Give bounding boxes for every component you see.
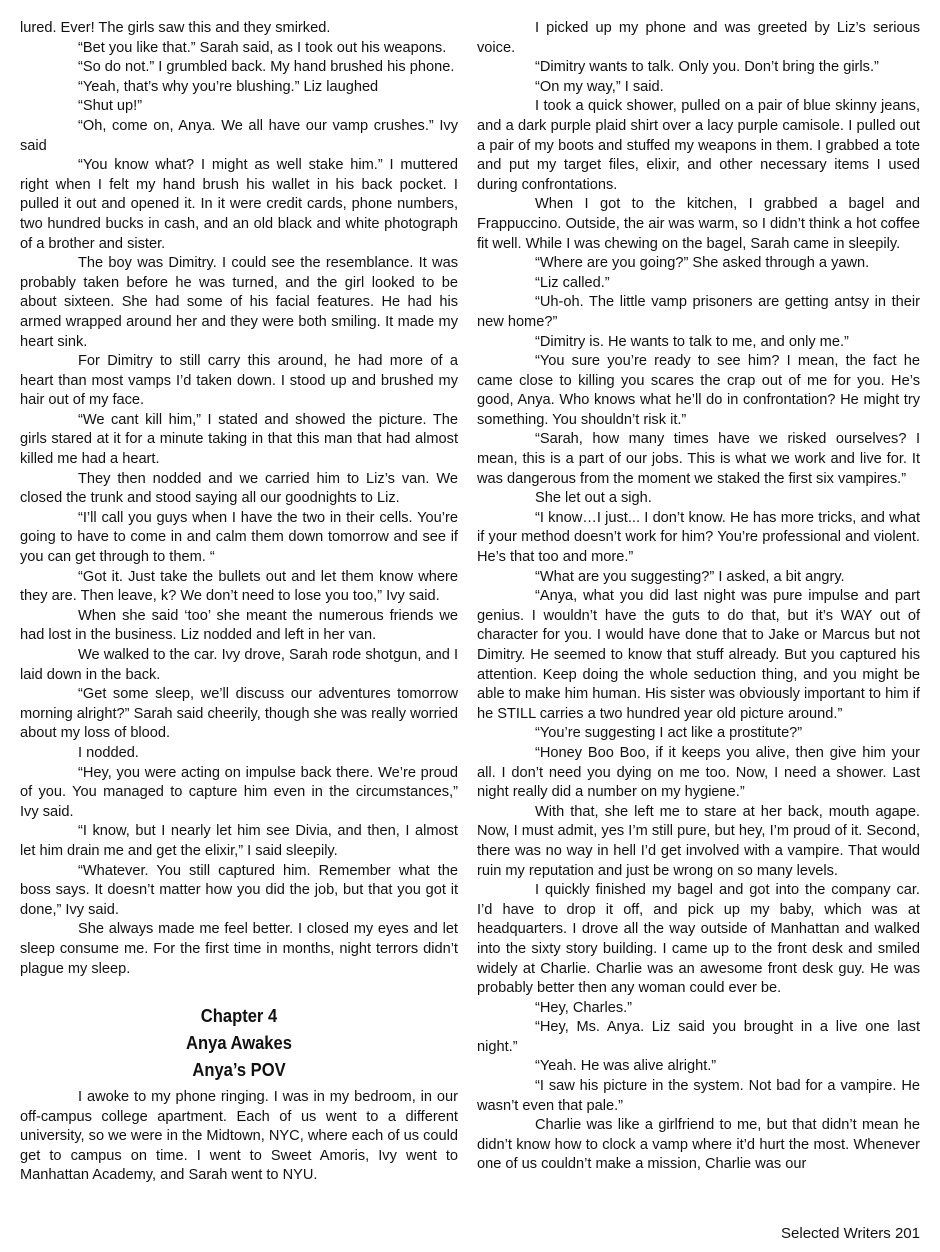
paragraph: “Uh-oh. The little vamp prisoners are getting antsy in their new home?” [477,294,920,330]
paragraph: She let out a sigh. [535,490,652,507]
paragraph: I awoke to my phone ringing. I was in my bedroom, in our off-campus college apartment. Each of us went to a different university, so we were in the Midtown, NYC, where each of us could get to campus on time. I went to Sweet Amoris, Ivy went to Manhattan Academy, and Sarah went to NYU. [20,1089,458,1184]
paragraph: “Honey Boo Boo, if it keeps you alive, then give him your all. I don’t need you dying on me too. Now, I need a shower. Last night really did a number on my hygiene.” [477,744,920,801]
paragraph: “Yeah, that’s why you’re blushing.” Liz laughed [78,78,379,95]
paragraph: “Bet you like that.” Sarah said, as I took out his weapons. [78,39,447,56]
paragraph: “Dimitry wants to talk. Only you. Don’t bring the girls.” [535,59,879,76]
right-paragraphs [477,19,920,1175]
page-footer: Selected Writers 201 [781,1225,920,1242]
chapter-title: Anya Awakes [186,1033,292,1054]
paragraph: “You know what? I might as well stake him.” I muttered right when I felt my hand brush his wallet in his back pocket. I pulled it out and opened it. In it were credit cards, phone numbers, two hundred bucks in cash, and an old black and white photograph of a brother and sister. [20,157,458,252]
paragraph: When I got to the kitchen, I grabbed a bagel and Frappuccino. Outside, the air was warm, so I didn’t think a hot coffee fit well. While I was chewing on the bagel, Sarah came in sleepily. [477,196,920,252]
paragraph: “Hey, you were acting on impulse back there. We’re proud of you. You managed to capture him even in the circumstances,” Ivy said. [20,764,458,820]
paragraph: We walked to the car. Ivy drove, Sarah rode shotgun, and I laid down in the back. [20,647,458,683]
paragraph: “What are you suggesting?” I asked, a bit angry. [535,568,845,585]
chapter-pov: Anya’s POV [192,1060,286,1081]
paragraph: “Oh, come on, Anya. We all have our vamp crushes.” Ivy said [20,117,458,154]
paragraph: When she said ‘too’ she meant the numerous friends we had lost in the business. Liz nodded and left in her van. [20,607,458,644]
paragraph: lured. Ever! The girls saw this and they smirked. [20,20,331,36]
paragraph: For Dimitry to still carry this around, he had more of a heart than most vamps I’d taken down. I stood up and brushed my hair out of my face. [20,353,458,409]
paragraph: “You sure you’re ready to see him? I mean, the fact he came close to killing you scares the crap out of me for you. He’s good, Anya. Who knows what he’ll do in confrontation? He might try something. You shouldn’t risk it.” [477,353,920,428]
paragraph: “On my way,” I said. [535,78,664,95]
paragraph: “Yeah. He was alive alright.” [535,1058,717,1075]
paragraph: I picked up my phone and was greeted by Liz’s serious voice. [477,20,920,56]
paragraph: The boy was Dimitry. I could see the resemblance. It was probably taken before he was turned, and the girl looked to be about sixteen. She had some of his facial features. He had his armed wrapped around her and they were both smiling. It made my heart sink. [20,255,458,350]
paragraph: “Dimitry is. He wants to talk to me, and only me.” [535,333,849,350]
paragraph: They then nodded and we carried him to Liz’s van. We closed the trunk and stood saying all our goodnights to Liz. [20,470,458,507]
paragraph: “Liz called.” [535,274,610,291]
paragraph: “So do not.” I grumbled back. My hand brushed his phone. [78,59,455,76]
paragraph: “Sarah, how many times have we risked ourselves? I mean, this is a part of our jobs. This is what we work and live for. It was dangerous from the moment we staked the first six vampires.” [477,431,920,487]
paragraph: “Anya, what you did last night was pure impulse and part genius. I wouldn’t have the guts to do that, but it’s WAY out of character for you. I would have done that to Jake or Marcus but not Dimitry. He seemed to know that stuff already. But you captured his attention. Keep doing the whole seduction thing, and you might be able to make him human. His sister was obviously important to him if he STILL carries a two hundred year old picture around.” [477,588,920,722]
right-column [477,19,920,1175]
paragraph: “I know, but I nearly let him see Divia, and then, I almost let him drain me and get the elixir,” I said sleepily. [20,823,458,859]
paragraph: I took a quick shower, pulled on a pair of blue skinny jeans, and a dark purple plaid shirt over a lacy purple camisole. I pulled out a pair of my boots and stuffed my weapons in them. I grabbed a tote and put my target files, elixir, and other necessary items I used during confrontations. [477,98,920,193]
left-paragraphs-before [20,19,458,979]
paragraph: I quickly finished my bagel and got into the company car. I’d have to drop it off, and pick up my baby, which was at headquarters. I drove all the way outside of Manhattan and walked into the sixty story building. I came up to the front desk and smiled widely at Charlie. Charlie was an awesome front desk guy. He was probably better then any woman could ever be. [477,882,920,997]
paragraph: “I know…I just... I don’t know. He has more tricks, and what if your method doesn’t work for him? You’re professional and violent. He’s that too and more.” [477,509,920,566]
paragraph: “Shut up!” [78,98,143,115]
paragraph: “Hey, Ms. Anya. Liz said you brought in a live one last night.” [477,1019,920,1055]
paragraph: “I saw his picture in the system. Not bad for a vampire. He wasn’t even that pale.” [477,1078,920,1114]
paragraph: “Whatever. You still captured him. Remember what the boss says. It doesn’t matter how you did the job, but that you got it done,” Ivy said. [20,862,458,918]
paragraph: “Where are you going?” She asked through a yawn. [535,255,870,272]
paragraph: I nodded. [78,744,139,761]
paragraph: She always made me feel better. I closed my eyes and let sleep consume me. For the first time in months, night terrors didn’t plague my sleep. [20,921,458,977]
paragraph: “Hey, Charles.” [535,999,633,1016]
left-column [20,19,458,1186]
paragraph: “I’ll call you guys when I have the two in their cells. You’re going to have to come in and calm them down tomorrow and see if you can get through to them. “ [20,509,458,566]
paragraph: “You’re suggesting I act like a prostitute?” [535,725,803,742]
paragraph: “We cant kill him,” I stated and showed the picture. The girls stared at it for a minute taking in that this man that had almost killed me had a heart. [20,411,458,468]
chapter-heading [38,1003,441,1084]
paragraph: Charlie was like a girlfriend to me, but that didn’t mean he didn’t know how to clock a vamp where it’d hurt the most. Whenever one of us couldn’t make a mission, Charlie was our [477,1117,920,1173]
left-paragraphs-after [20,1088,458,1186]
paragraph: “Get some sleep, we’ll discuss our adventures tomorrow morning alright?” Sarah said cheerily, though she was really worried about my loss of blood. [20,686,458,742]
paragraph: “Got it. Just take the bullets out and let them know where they are. Then leave, k? We don’t need to lose you too,” Ivy said. [20,568,458,605]
chapter-number: Chapter 4 [200,1006,278,1027]
paragraph: With that, she left me to stare at her back, mouth agape. Now, I must admit, yes I’m still pure, but hey, I’m proud of it. Second, there was no way in hell I’d get involved with a vampire. That would ruin my reputation and just be wrong on so many levels. [477,803,920,879]
